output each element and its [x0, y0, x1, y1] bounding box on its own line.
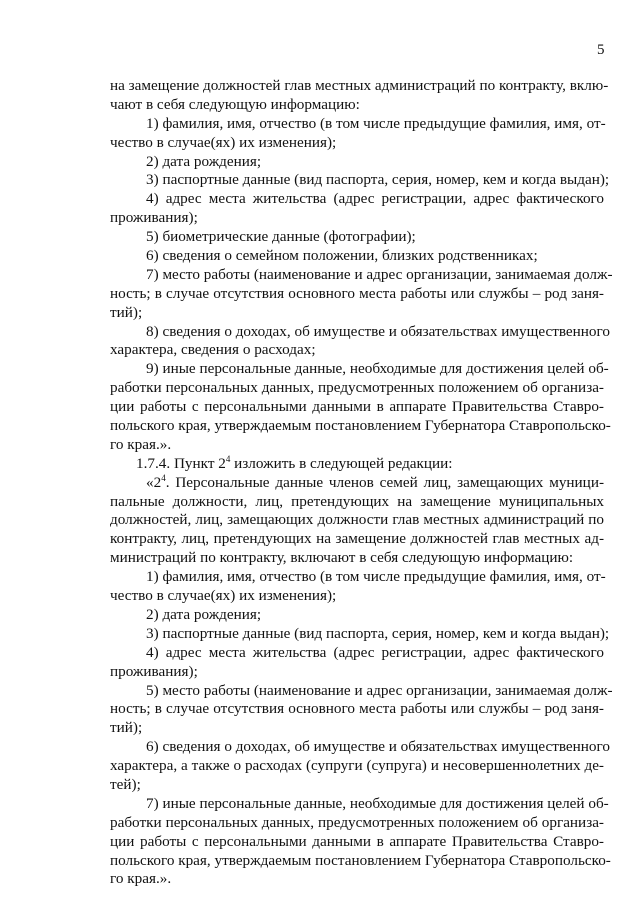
text-line: 5) место работы (наименование и адрес организации, занимаемая долж-: [146, 681, 613, 699]
text-line: 7) место работы (наименование и адрес организации, занимаемая долж-: [146, 265, 613, 283]
superscript: 4: [161, 472, 166, 483]
text-line: 2) дата рождения;: [146, 605, 262, 623]
text-line: 1) фамилия, имя, отчество (в том числе предыдущие фамилия, имя, от-: [146, 114, 606, 132]
text-line: 4) адрес места жительства (адрес регистрации, адрес фактического: [146, 643, 604, 661]
text-line: чают в себя следующую информацию:: [110, 95, 360, 113]
text-line: министраций по контракту, включают в себя следующую информацию:: [110, 549, 574, 567]
text-segment: «2: [146, 473, 162, 491]
text-line: 6) сведения о семейном положении, близких родственниках;: [146, 247, 538, 265]
text-line: на замещение должностей глав местных администраций по контракту, вклю-: [110, 77, 609, 94]
text-line: 3) паспортные данные (вид паспорта, серия, номер, кем и когда выдан);: [146, 624, 610, 642]
text-line: чество в случае(ях) их изменения);: [110, 133, 337, 151]
text-line: должностей, лиц, замещающих должности глав местных администраций по: [110, 511, 604, 529]
text-line: ции работы с персональными данными в аппарате Правительства Ставро-: [110, 398, 604, 416]
text-segment: . Персональные данные членов семей лиц, замещающих муници-: [165, 473, 604, 491]
text-line: 2) дата рождения;: [146, 152, 262, 170]
text-line: 6) сведения о доходах, об имуществе и обязательствах имущественного: [146, 738, 610, 756]
text-line: 3) паспортные данные (вид паспорта, серия, номер, кем и когда выдан);: [146, 171, 610, 189]
superscript: 4: [225, 453, 231, 464]
text-line: проживания);: [110, 662, 198, 680]
page-number: 5: [597, 42, 605, 58]
text-line: работки персональных данных, предусмотренных положением об организа-: [110, 813, 604, 831]
text-line: [110, 455, 604, 474]
text-line: [110, 474, 604, 493]
text-line: польского края, утверждаемым постановлением Губернатора Ставропольско-: [110, 417, 611, 435]
text-segment: изложить в следующей редакции:: [230, 454, 453, 472]
text-line: го края.».: [110, 435, 172, 453]
text-line: пальные должности, лиц, претендующих на замещение муниципальных: [110, 492, 604, 510]
document-body: [110, 77, 613, 889]
text-line: чество в случае(ях) их изменения);: [110, 587, 337, 605]
text-line: тий);: [110, 719, 143, 737]
text-line: контракту, лиц, претендующих на замещение должностей глав местных ад-: [110, 530, 604, 548]
text-line: тей);: [110, 775, 141, 793]
text-line: 5) биометрические данные (фотографии);: [146, 228, 416, 246]
text-line: 7) иные персональные данные, необходимые для достижения целей об-: [146, 794, 609, 812]
text-line: ность; в случае отсутствия основного места работы или службы – род заня-: [110, 284, 604, 302]
text-line: 9) иные персональные данные, необходимые для достижения целей об-: [146, 360, 609, 378]
text-line: характера, сведения о расходах;: [110, 341, 316, 359]
text-line: ции работы с персональными данными в аппарате Правительства Ставро-: [110, 832, 604, 850]
text-line: 8) сведения о доходах, об имуществе и обязательствах имущественного: [146, 322, 610, 340]
text-line: го края.».: [110, 870, 172, 888]
text-line: польского края, утверждаемым постановлением Губернатора Ставропольско-: [110, 851, 611, 869]
text-segment: 1.7.4. Пункт 2: [136, 454, 226, 472]
text-line: характера, а также о расходах (супруги (супруга) и несовершеннолетних де-: [110, 757, 604, 775]
text-line: 4) адрес места жительства (адрес регистрации, адрес фактического: [146, 190, 604, 208]
text-line: ность; в случае отсутствия основного места работы или службы – род заня-: [110, 700, 604, 718]
text-line: 1) фамилия, имя, отчество (в том числе предыдущие фамилия, имя, от-: [146, 568, 606, 586]
text-line: работки персональных данных, предусмотренных положением об организа-: [110, 379, 604, 397]
text-line: проживания);: [110, 209, 198, 227]
text-line: тий);: [110, 303, 143, 321]
